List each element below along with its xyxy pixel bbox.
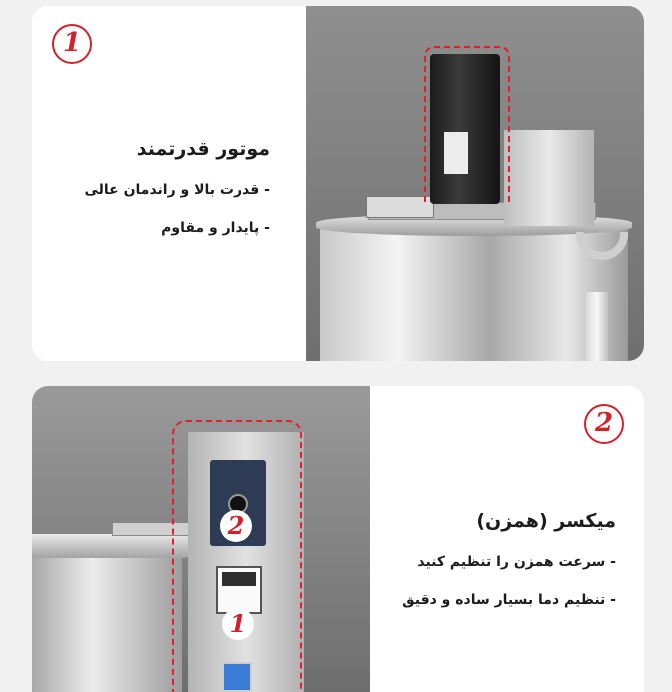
feature-card-mixer — [32, 386, 644, 692]
feature-text — [366, 510, 616, 630]
feature-bullet: - قدرت بالا و راندمان عالی — [84, 182, 270, 198]
feature-bullet: - پایدار و مقاوم — [161, 220, 270, 236]
section-number-badge: 2 — [584, 404, 624, 444]
section-number-badge: 1 — [52, 24, 92, 64]
callout-badge: 1 — [222, 608, 254, 640]
tank-body — [32, 548, 182, 692]
feature-bullet: - سرعت همزن را تنظیم کنید — [417, 554, 616, 570]
feature-bullet: - تنظیم دما بسیار ساده و دقیق — [402, 592, 616, 608]
panel-highlight-outline — [172, 420, 302, 692]
control-box — [504, 130, 594, 226]
tank-rim — [32, 534, 192, 558]
motor-highlight-outline — [424, 46, 510, 202]
feature-card-motor — [32, 6, 644, 361]
feature-title: موتور قدرتمند — [136, 138, 270, 160]
feature-title: میکسر (همزن) — [476, 510, 616, 532]
support-leg — [586, 292, 608, 361]
feature-text — [32, 138, 270, 258]
callout-badge: 2 — [220, 510, 252, 542]
